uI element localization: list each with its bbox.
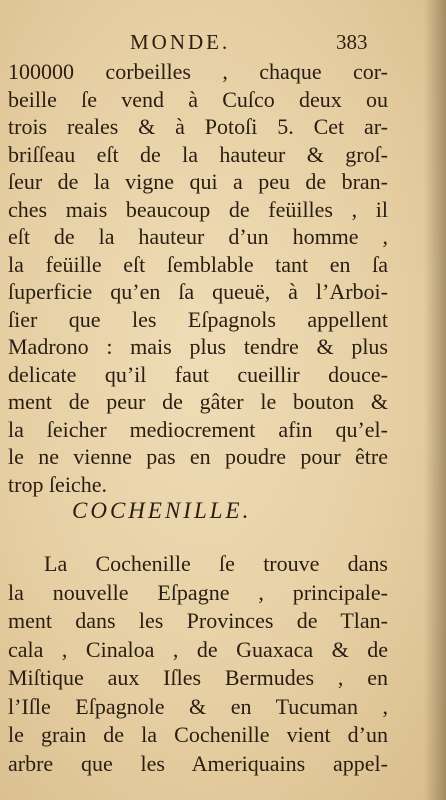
text-line: la nouvelle Eſpagne , principale- [8, 579, 388, 605]
text-line: ches mais beaucoup de feüilles , il [8, 196, 388, 222]
text-line: eſt de la hauteur d’un homme , [8, 224, 388, 249]
text-line: briſſeau eſt de la hauteur & groſ- [8, 141, 388, 167]
page-number: 383 [336, 30, 368, 54]
text-line: le grain de la Cochenille vient d’un [8, 722, 388, 747]
text-line: beille ſe vend à Cuſco deux ou [8, 86, 388, 112]
text-line: Madrono : mais plus tendre & plus [8, 334, 388, 359]
text-line: la feüille eſt ſemblable tant en ſa [8, 251, 388, 277]
text-line: ſuperficie qu’en ſa queuë, à l’Arboi- [8, 279, 388, 304]
text-line: trois reales & à Potoſi 5. Cet ar- [8, 114, 388, 139]
text-line: ment dans les Provinces de Tlan- [8, 608, 388, 633]
text-line: La Cochenille ſe trouve dans [44, 551, 388, 576]
running-head [0, 30, 446, 58]
text-line: arbre que les Ameriquains appel- [8, 750, 388, 776]
page-edge-shadow [424, 0, 446, 800]
text-line: la ſeicher mediocrement afin qu’el- [8, 416, 388, 442]
paragraph-2 [8, 550, 388, 778]
text-line: l’Iſle Eſpagnole & en Tucuman , [8, 693, 388, 719]
text-line: ſeur de la vigne qui a peu de bran- [8, 169, 388, 194]
section-heading: COCHENILLE. [72, 498, 252, 523]
text-line: trop ſeiche. [8, 471, 107, 497]
text-line: le ne vienne pas en poudre pour être [8, 444, 388, 469]
paragraph-1 [8, 58, 388, 498]
text-line: ſier que les Eſpagnols appellent [8, 306, 388, 332]
text-line: ment de peur de gâter le bouton & [8, 389, 388, 414]
text-line: 100000 corbeilles , chaque cor- [8, 59, 388, 84]
running-head-title: MONDE. [130, 30, 231, 54]
text-line: Miſtique aux Iſles Bermudes , en [8, 665, 388, 690]
text-line: delicate qu’il faut cueillir douce- [8, 361, 388, 387]
text-line: cala , Cinaloa , de Guaxaca & de [8, 636, 388, 662]
